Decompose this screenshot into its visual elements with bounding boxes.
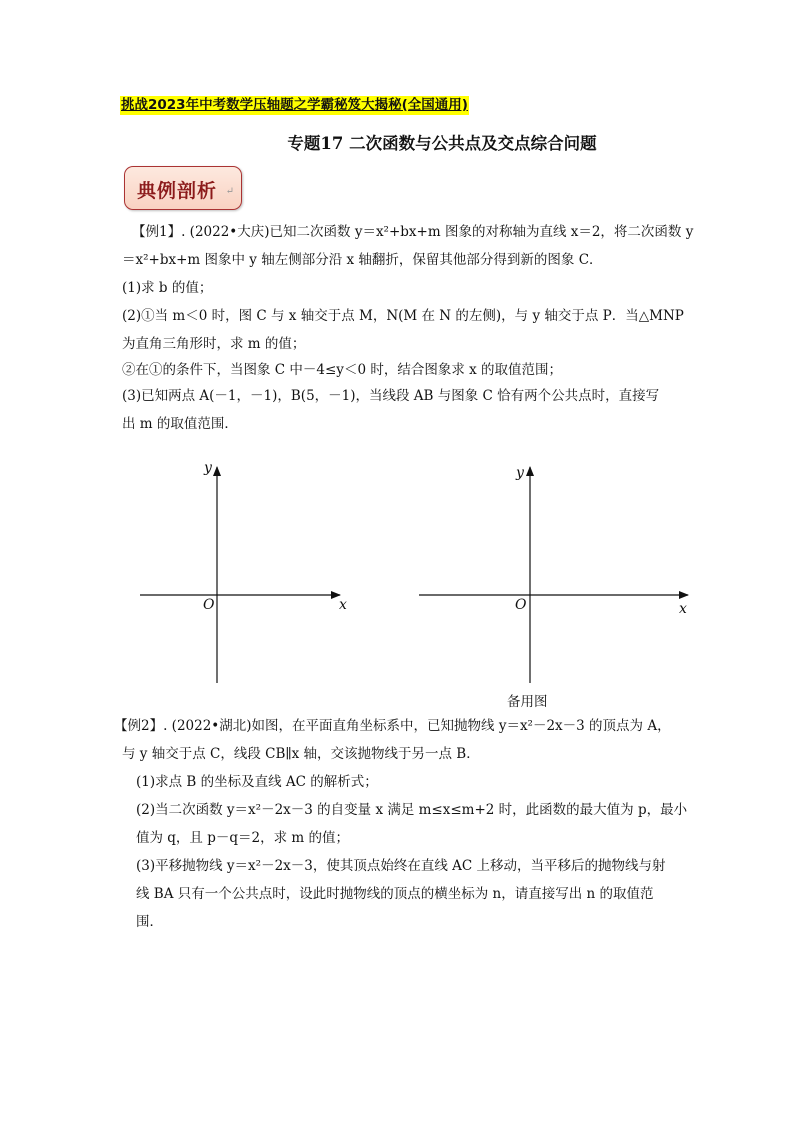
example-1-line: (1)求 b 的值； <box>122 280 213 296</box>
example-2-line: (3)平移抛物线 y＝x²－2x－3，使其顶点始终在直线 AC 上移动，当平移后的抛物线与射 <box>136 858 666 874</box>
y-axis-label: y <box>516 465 524 481</box>
example-1-line: (3)已知两点 A(－1，－1)，B(5，－1)，当线段 AB 与图象 C 恰有两个公共点时，直接写 <box>122 388 660 404</box>
example-2-line: 与 y 轴交于点 C，线段 CB∥x 轴，交该抛物线于另一点 B． <box>122 746 480 762</box>
example-1-line: ②在①的条件下，当图象 C 中－4≤y＜0 时，结合图象求 x 的取值范围； <box>122 362 563 378</box>
y-axis-label: y <box>204 460 212 476</box>
example-2-line: (2)当二次函数 y＝x²－2x－3 的自变量 x 满足 m≤x≤m+2 时，此函数的最大值为 p，最小 <box>136 802 688 818</box>
example-2-line: 值为 q，且 p－q＝2，求 m 的值； <box>136 830 349 846</box>
example-2-line: 【例2】. (2022•湖北)如图，在平面直角坐标系中，已知抛物线 y＝x²－2x－3 的顶点为 A， <box>114 718 671 734</box>
example-2-line: 围． <box>136 914 163 930</box>
example-1-line: (2)①当 m＜0 时，图 C 与 x 轴交于点 M，N(M 在 N 的左侧)，与 y 轴交于点 P．当△MNP <box>122 308 684 324</box>
x-axis-label: x <box>339 597 347 613</box>
section-badge-label: 典例剖析 <box>137 180 218 202</box>
example-2-line: 线 BA 只有一个公共点时，设此时抛物线的顶点的横坐标为 n，请直接写出 n 的取值范 <box>136 886 654 902</box>
example-1-line: 出 m 的取值范围． <box>122 416 238 432</box>
example-1-line: ＝x²+bx+m 图象中 y 轴左侧部分沿 x 轴翻折，保留其他部分得到新的图象 C． <box>122 252 603 268</box>
paragraph-mark-icon: ↵ <box>225 186 234 197</box>
example-1-line: 【例1】. (2022•大庆)已知二次函数 y＝x²+bx+m 图象的对称轴为直线 x＝2，将二次函数 y <box>132 224 694 240</box>
origin-label: O <box>203 597 215 613</box>
example-2-line: (1)求点 B 的坐标及直线 AC 的解析式； <box>136 774 378 790</box>
figure-caption: 备用图 <box>507 694 548 710</box>
page-title: 专题17 二次函数与公共点及交点综合问题 <box>287 134 597 153</box>
example-1-line: 为直角三角形时，求 m 的值； <box>122 336 306 352</box>
series-banner: 挑战2023年中考数学压轴题之学霸秘笈大揭秘(全国通用) <box>121 97 468 113</box>
origin-label: O <box>515 597 527 613</box>
x-axis-label: x <box>679 601 687 617</box>
